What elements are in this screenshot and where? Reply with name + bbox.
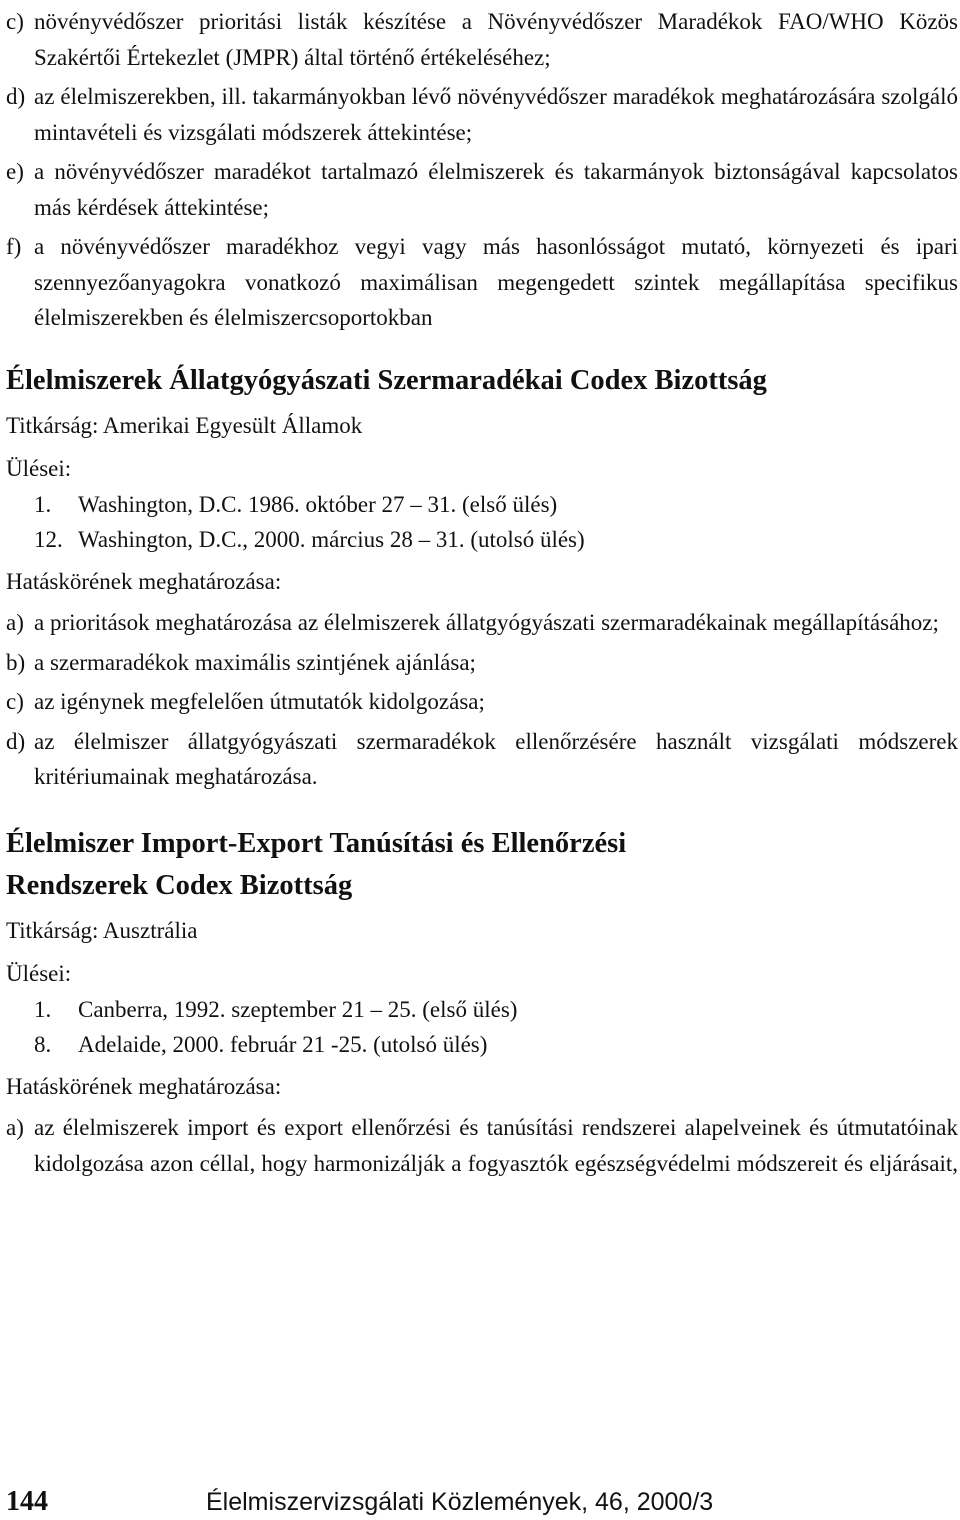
list-item (6, 605, 958, 641)
sessions-label: Ülései: (6, 456, 72, 481)
list-item (6, 724, 958, 795)
list-item (6, 645, 958, 681)
secretariat: Titkárság: Ausztrália (6, 917, 198, 943)
secretariat: Titkárság: Amerikai Egyesült Államok (6, 412, 363, 438)
document-page (6, 4, 958, 1185)
scope-label: Hatáskörének meghatározása: (6, 568, 282, 594)
session-number: 8. (34, 1032, 52, 1057)
section-import-export (6, 823, 958, 1182)
item-label: a) (6, 610, 24, 635)
item-label: c) (6, 9, 24, 34)
item-text: a szermaradékok maximális szintjének ajánlása; (34, 649, 476, 675)
session-number: 12. (34, 527, 63, 552)
section-heading: Élelmiszerek Állatgyógyászati Szermaradékai Codex Bizottság (6, 364, 767, 396)
item-text: a növényvédőszer maradékot tartalmazó élelmiszerek és takarmányok biztonságával kapcsolatos más kérdések áttekintése; (34, 159, 958, 220)
list-item (6, 684, 958, 720)
item-label: a) (6, 1115, 24, 1140)
session-text: Canberra, 1992. szeptember 21 – 25. (első ülés) (78, 996, 518, 1022)
page-footer (6, 1484, 958, 1520)
session-text: Washington, D.C., 2000. március 28 – 31. (utolsó ülés) (78, 527, 585, 552)
item-text: az élelmiszer állatgyógyászati szermaradékok ellenőrzésére használt vizsgálati módszerek kritériumainak meghatározása. (34, 728, 958, 789)
item-text: az igénynek megfelelően útmutatók kidolgozása; (34, 689, 485, 714)
scope-label: Hatáskörének meghatározása: (6, 1073, 282, 1099)
section-veterinary-residues (6, 360, 958, 795)
session-text: Adelaide, 2000. február 21 -25. (utolsó ülés) (78, 1032, 488, 1057)
item-label: d) (6, 84, 26, 109)
section-heading-line: Élelmiszer Import-Export Tanúsítási és Ellenőrzési (6, 827, 627, 859)
list-item (6, 79, 958, 150)
item-text: az élelmiszerek import és export ellenőrzési és tanúsítási rendszerei alapelveinek és útmutatóinak kidolgozása azon céllal, hogy harmonizálják a fogyasztók egészségvédelmi módszereit és eljárásait, (34, 1115, 958, 1176)
item-label: e) (6, 159, 24, 184)
list-item (6, 229, 958, 336)
sessions-label: Ülései: (6, 961, 72, 986)
session-entry (6, 992, 958, 1028)
item-text: az élelmiszerekben, ill. takarmányokban lévő növényvédőszer maradékok meghatározására szolgáló mintavételi és vizsgálati módszerek áttekintése; (34, 84, 958, 145)
item-label: b) (6, 649, 26, 675)
list-item (6, 154, 958, 225)
section-heading (6, 823, 958, 907)
item-label: d) (6, 728, 26, 754)
item-text: a növényvédőszer maradékhoz vegyi vagy más hasonlósságot mutató, környezeti és ipari szennyezőanyagokra vonatkozó maximálisan megengedett szintek megállapítása specifikus élelmiszerekben és élelmiszercsoportokban (34, 234, 958, 330)
item-text: a prioritások meghatározása az élelmiszerek állatgyógyászati szermaradékainak megállapításához; (34, 610, 939, 635)
page-number: 144 (6, 1486, 48, 1517)
item-label: f) (6, 234, 22, 259)
session-text: Washington, D.C. 1986. október 27 – 31. (első ülés) (78, 491, 558, 517)
list-item (6, 1110, 958, 1181)
item-label: c) (6, 689, 24, 714)
section-heading-line: Rendszerek Codex Bizottság (6, 869, 353, 901)
session-entry (6, 522, 958, 558)
session-number: 1. (34, 491, 52, 517)
session-number: 1. (34, 996, 52, 1022)
list-item (6, 4, 958, 75)
session-entry (6, 487, 958, 523)
session-entry (6, 1027, 958, 1063)
item-text: növényvédőszer prioritási listák készítése a Növényvédőszer Maradékok FAO/WHO Közös Szakértői Értekezlet (JMPR) által történő értékeléséhez; (34, 9, 958, 70)
journal-reference: Élelmiszervizsgálati Közlemények, 46, 2000/3 (206, 1488, 714, 1516)
